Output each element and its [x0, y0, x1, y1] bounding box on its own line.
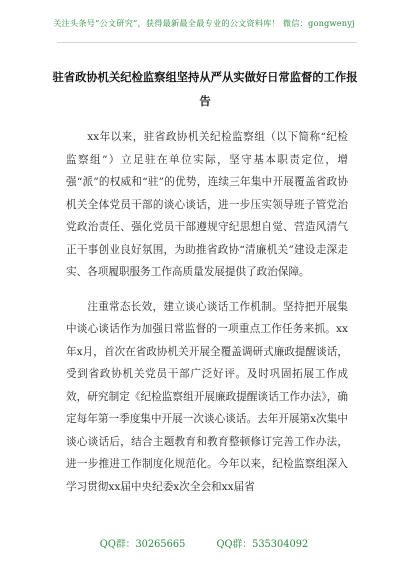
paragraph-1: xx年以来，驻省政协机关纪检监察组（以下简称“纪检监察组”）立足驻在单位实际，坚守基本职责定位，增强“派”的权威和“驻”的优势，连续三年集中开展覆盖省政协机关全体党员干部的谈心谈话，进一步压实领导班子管党治党政治责任、强化党员干部遵规守纪思想自觉、营造风清气正干事创业良好氛围，为助推省政协“清廉机关”建设走深走实、各项履职服务工作高质量发展提供了政治保障。 [66, 131, 348, 278]
header-banner: 关注头条号“公文研究”，获得最新最全最专业的公文资料库！ 微信：gongwenyj [53, 18, 355, 28]
document-body [66, 126, 348, 510]
paragraph-2: 注重常态长效，建立谈心谈话工作机制。坚持把开展集中谈心谈话作为加强日常监督的一项重点工作任务来抓。xx年x月，首次在省政协机关开展全覆盖调研式廉政提醒谈话，受到省政协机关党员干部广泛好评。及时巩固拓展工作成效，研究制定《纪检监察组开展廉政提醒谈话工作办法》，确定每年第一季度集中开展一次谈心谈话。去年开展第x次集中谈心谈话后，结合主题教育和教育整顿修订完善工作办法，进一步推进工作制度化规范化。今年以来，纪检监察组深入学习贯彻xx届中央纪委x次全会和xx届省 [66, 300, 348, 493]
footer-qq-group-2: QQ群：535304092 [216, 539, 309, 550]
footer [0, 536, 408, 550]
footer-qq-group-1: QQ群：30265665 [99, 539, 186, 550]
document-title: 驻省政协机关纪检监察组坚持从严从实做好日常监督的工作报告 [52, 71, 358, 108]
header-divider [57, 42, 357, 43]
